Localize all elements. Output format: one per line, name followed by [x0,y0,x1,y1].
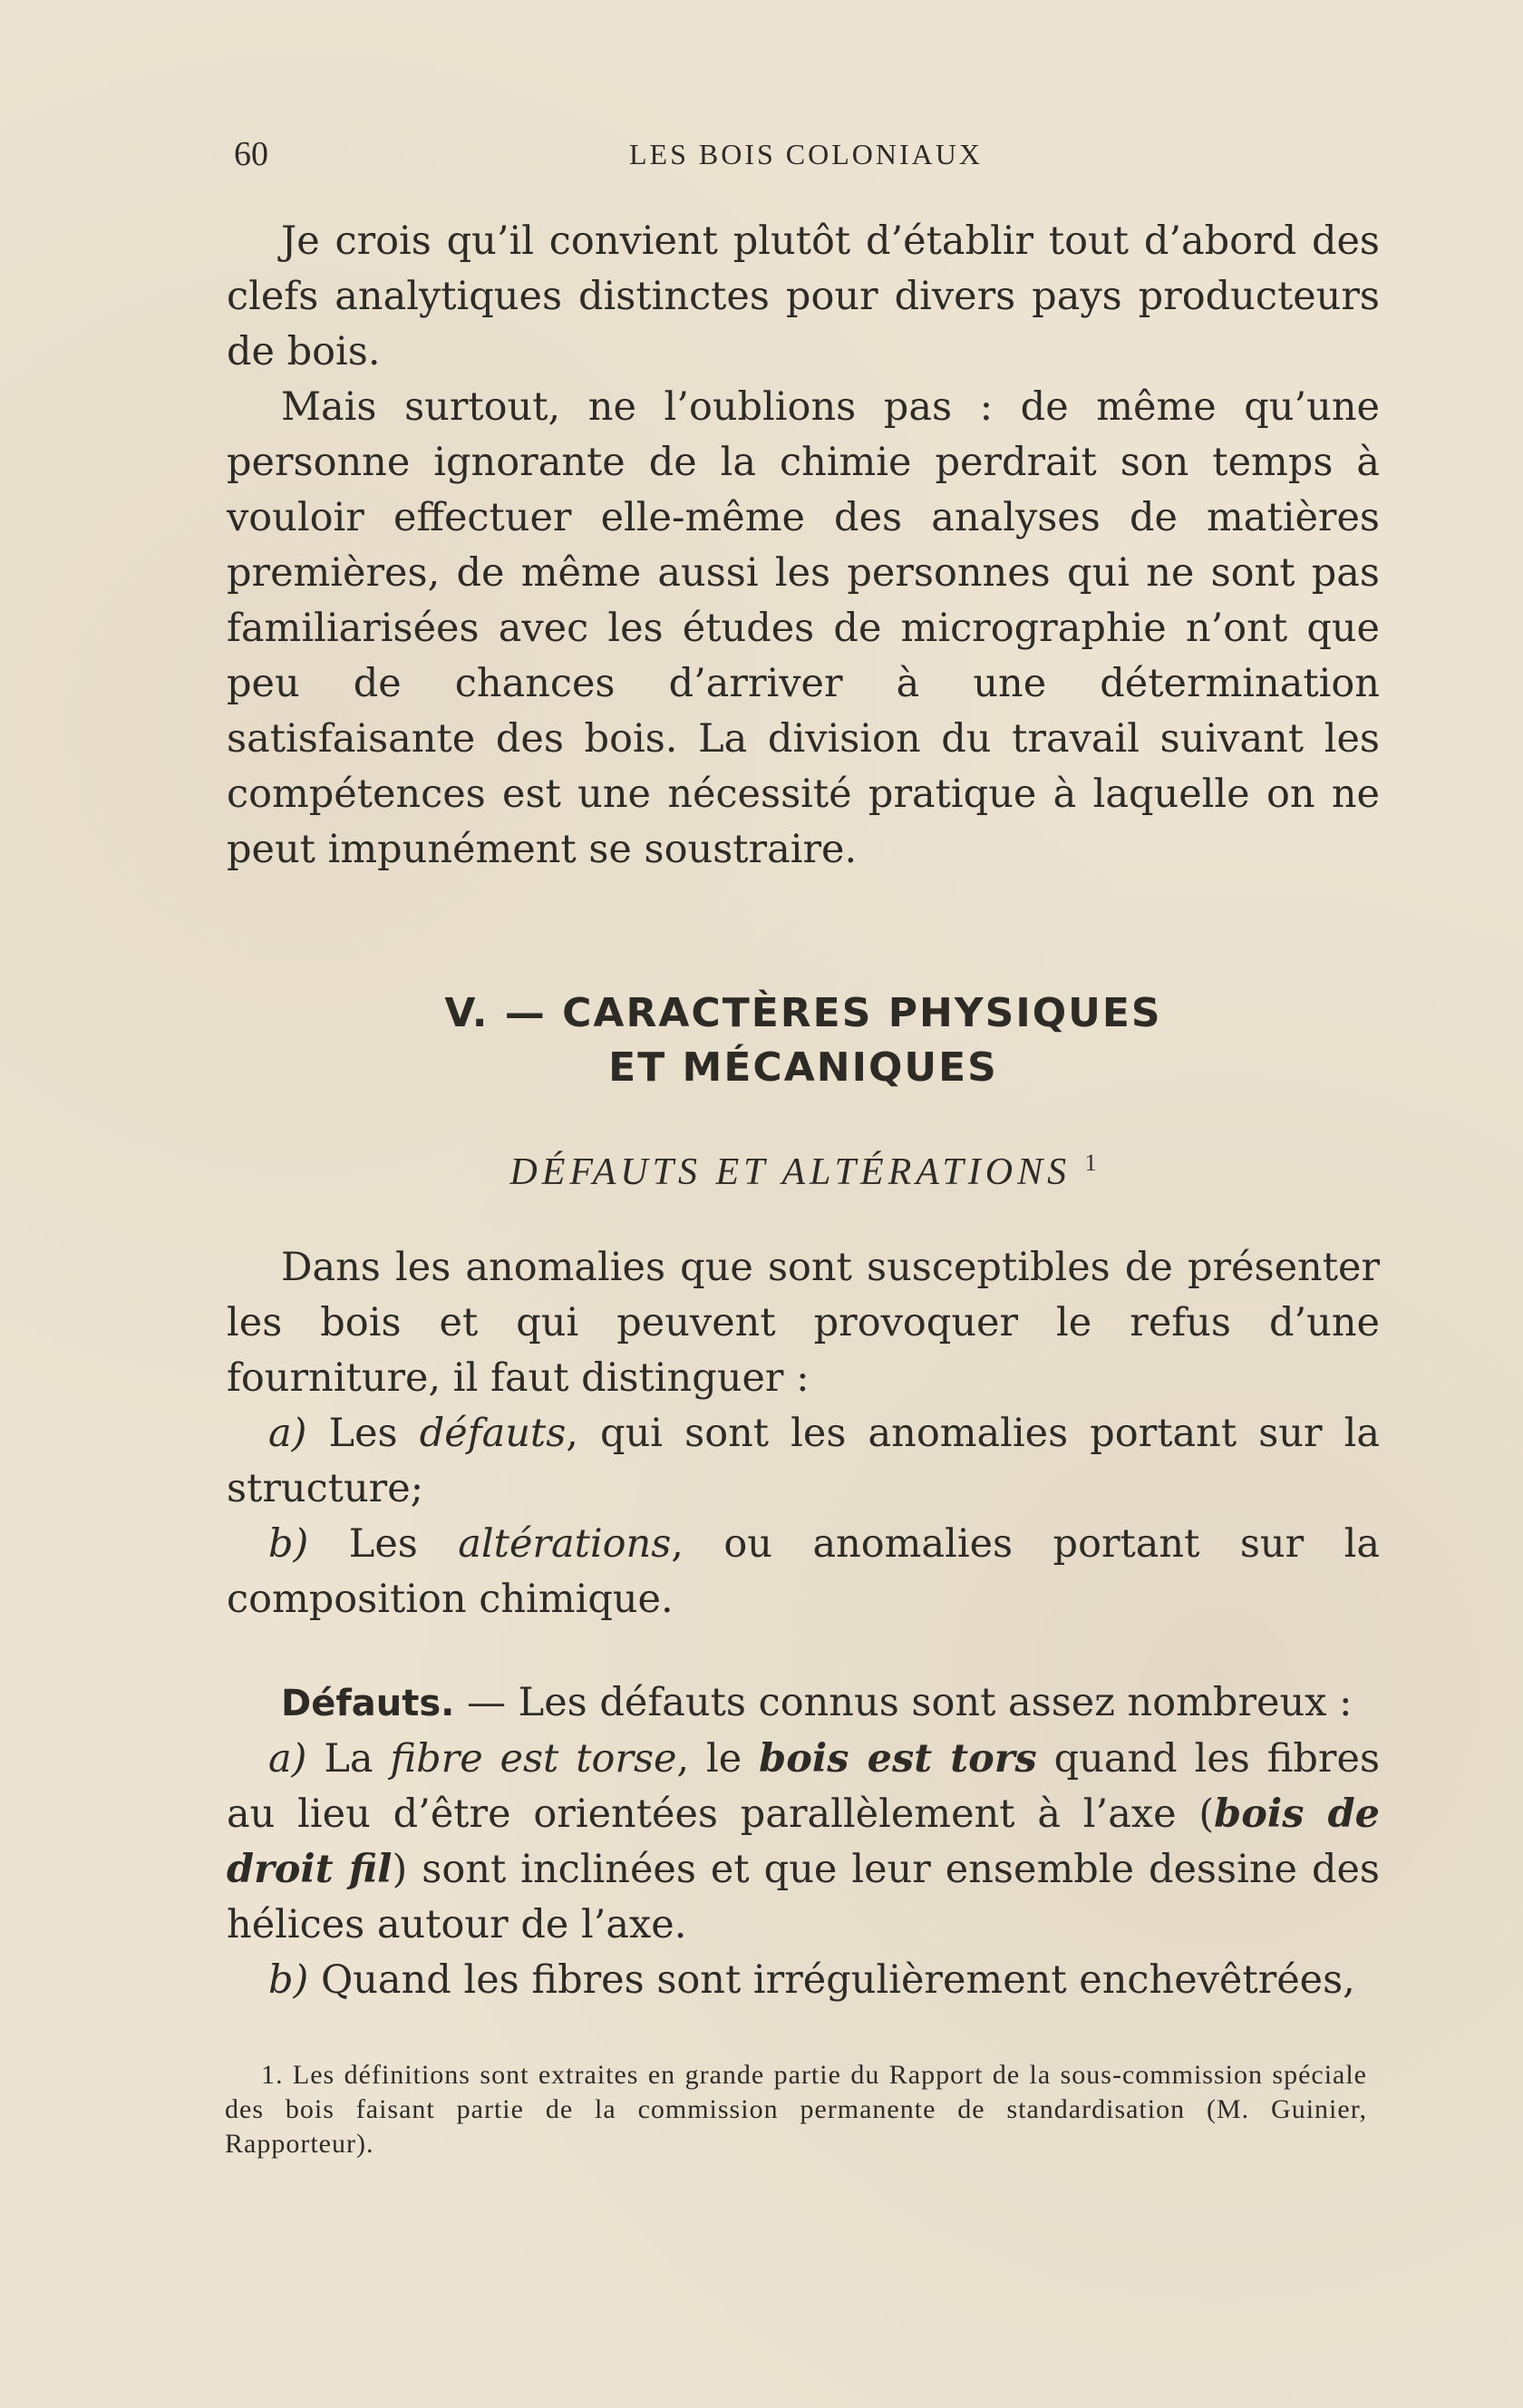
anomalies-intro: Dans les anomalies que sont susceptibles de présenter les bois et qui peuvent provoquer le refus d’une fourniture, il faut distinguer : [227,1245,1380,1401]
paragraph-clefs: Je crois qu’il convient plutôt d’établir tout d’abord des clefs analytiques distinctes pour divers pays producteurs de bois. [227,218,1380,374]
term-bois-tors: bois est tors [759,1736,1037,1782]
item-text: Quand les fibres sont irrégulièrement enchevêtrées, [320,1957,1355,2003]
term-bois-droit-fil: bois de droit fil [227,1791,1381,1892]
term-fibre-torse: fibre est torse [390,1736,677,1782]
item-text: ) sont inclinées et que leur ensemble dessine des hélices autour de l’axe. [227,1847,1381,1947]
page-number: 60 [234,135,268,173]
item-marker: a) [268,1411,307,1456]
item-text: La [324,1736,373,1782]
list-item-defauts [227,1406,1380,1517]
section-heading-line2: ET MÉCANIQUES [608,1044,998,1091]
item-marker: b) [268,1957,309,2003]
defauts-intro-text: — Les défauts connus sont assez nombreux : [454,1680,1353,1725]
section-heading [227,986,1380,1095]
subheading-text: DÉFAUTS ET ALTÉRATIONS [509,1151,1072,1193]
item-text: , le [676,1736,742,1782]
item-text: Les [328,1411,398,1456]
anomalies-section [227,1240,1380,1627]
term-alterations: altérations [458,1521,672,1567]
run-in-heading: Défauts. [281,1683,455,1724]
item-marker: b) [268,1521,309,1567]
list-item-fibre-torse [227,1732,1380,1953]
running-head [234,134,1378,180]
item-text: , ou anomalies portant sur la composition chimique. [227,1521,1380,1622]
subheading [227,1150,1380,1194]
item-text: , qui sont les anomalies portant sur la structure; [227,1411,1381,1511]
item-marker: a) [268,1736,307,1782]
list-item-alterations [227,1517,1380,1627]
footnote-reference: 1 [1084,1150,1097,1176]
defauts-intro [227,1675,1380,1732]
list-item-fibres-enchevetrees [227,1953,1380,2008]
term-defauts: défauts [419,1411,567,1456]
item-text: Les [348,1521,418,1567]
section-heading-line1: V. — CARACTÈRES PHYSIQUES [444,990,1162,1036]
footnote: 1. Les définitions sont extraites en grande partie du Rapport de la sous-commission spéciale des bois faisant partie de la commission permanente de standardisation (M. Guinier, Rapporteur). [225,2060,1367,2159]
running-title: LES BOIS COLONIAUX [629,138,983,170]
opening-paragraphs [227,214,1380,878]
paragraph-division-travail: Mais surtout, ne l’oublions pas : de même qu’une personne ignorante de la chimie perdrait son temps à vouloir effectuer elle-même des analyses de matières premières, de même aussi les personnes qui ne sont pas familiarisées avec les études de micrographie n’ont que peu de chances d’arriver à une détermination satisfaisante des bois. La division du travail suivant les compétences est une nécessité pratique à laquelle on ne peut impunément se soustraire. [227,384,1380,872]
defauts-section [227,1675,1380,2008]
item-text: quand les fibres au lieu d’être orientées parallèlement à l’axe ( [227,1736,1381,1837]
